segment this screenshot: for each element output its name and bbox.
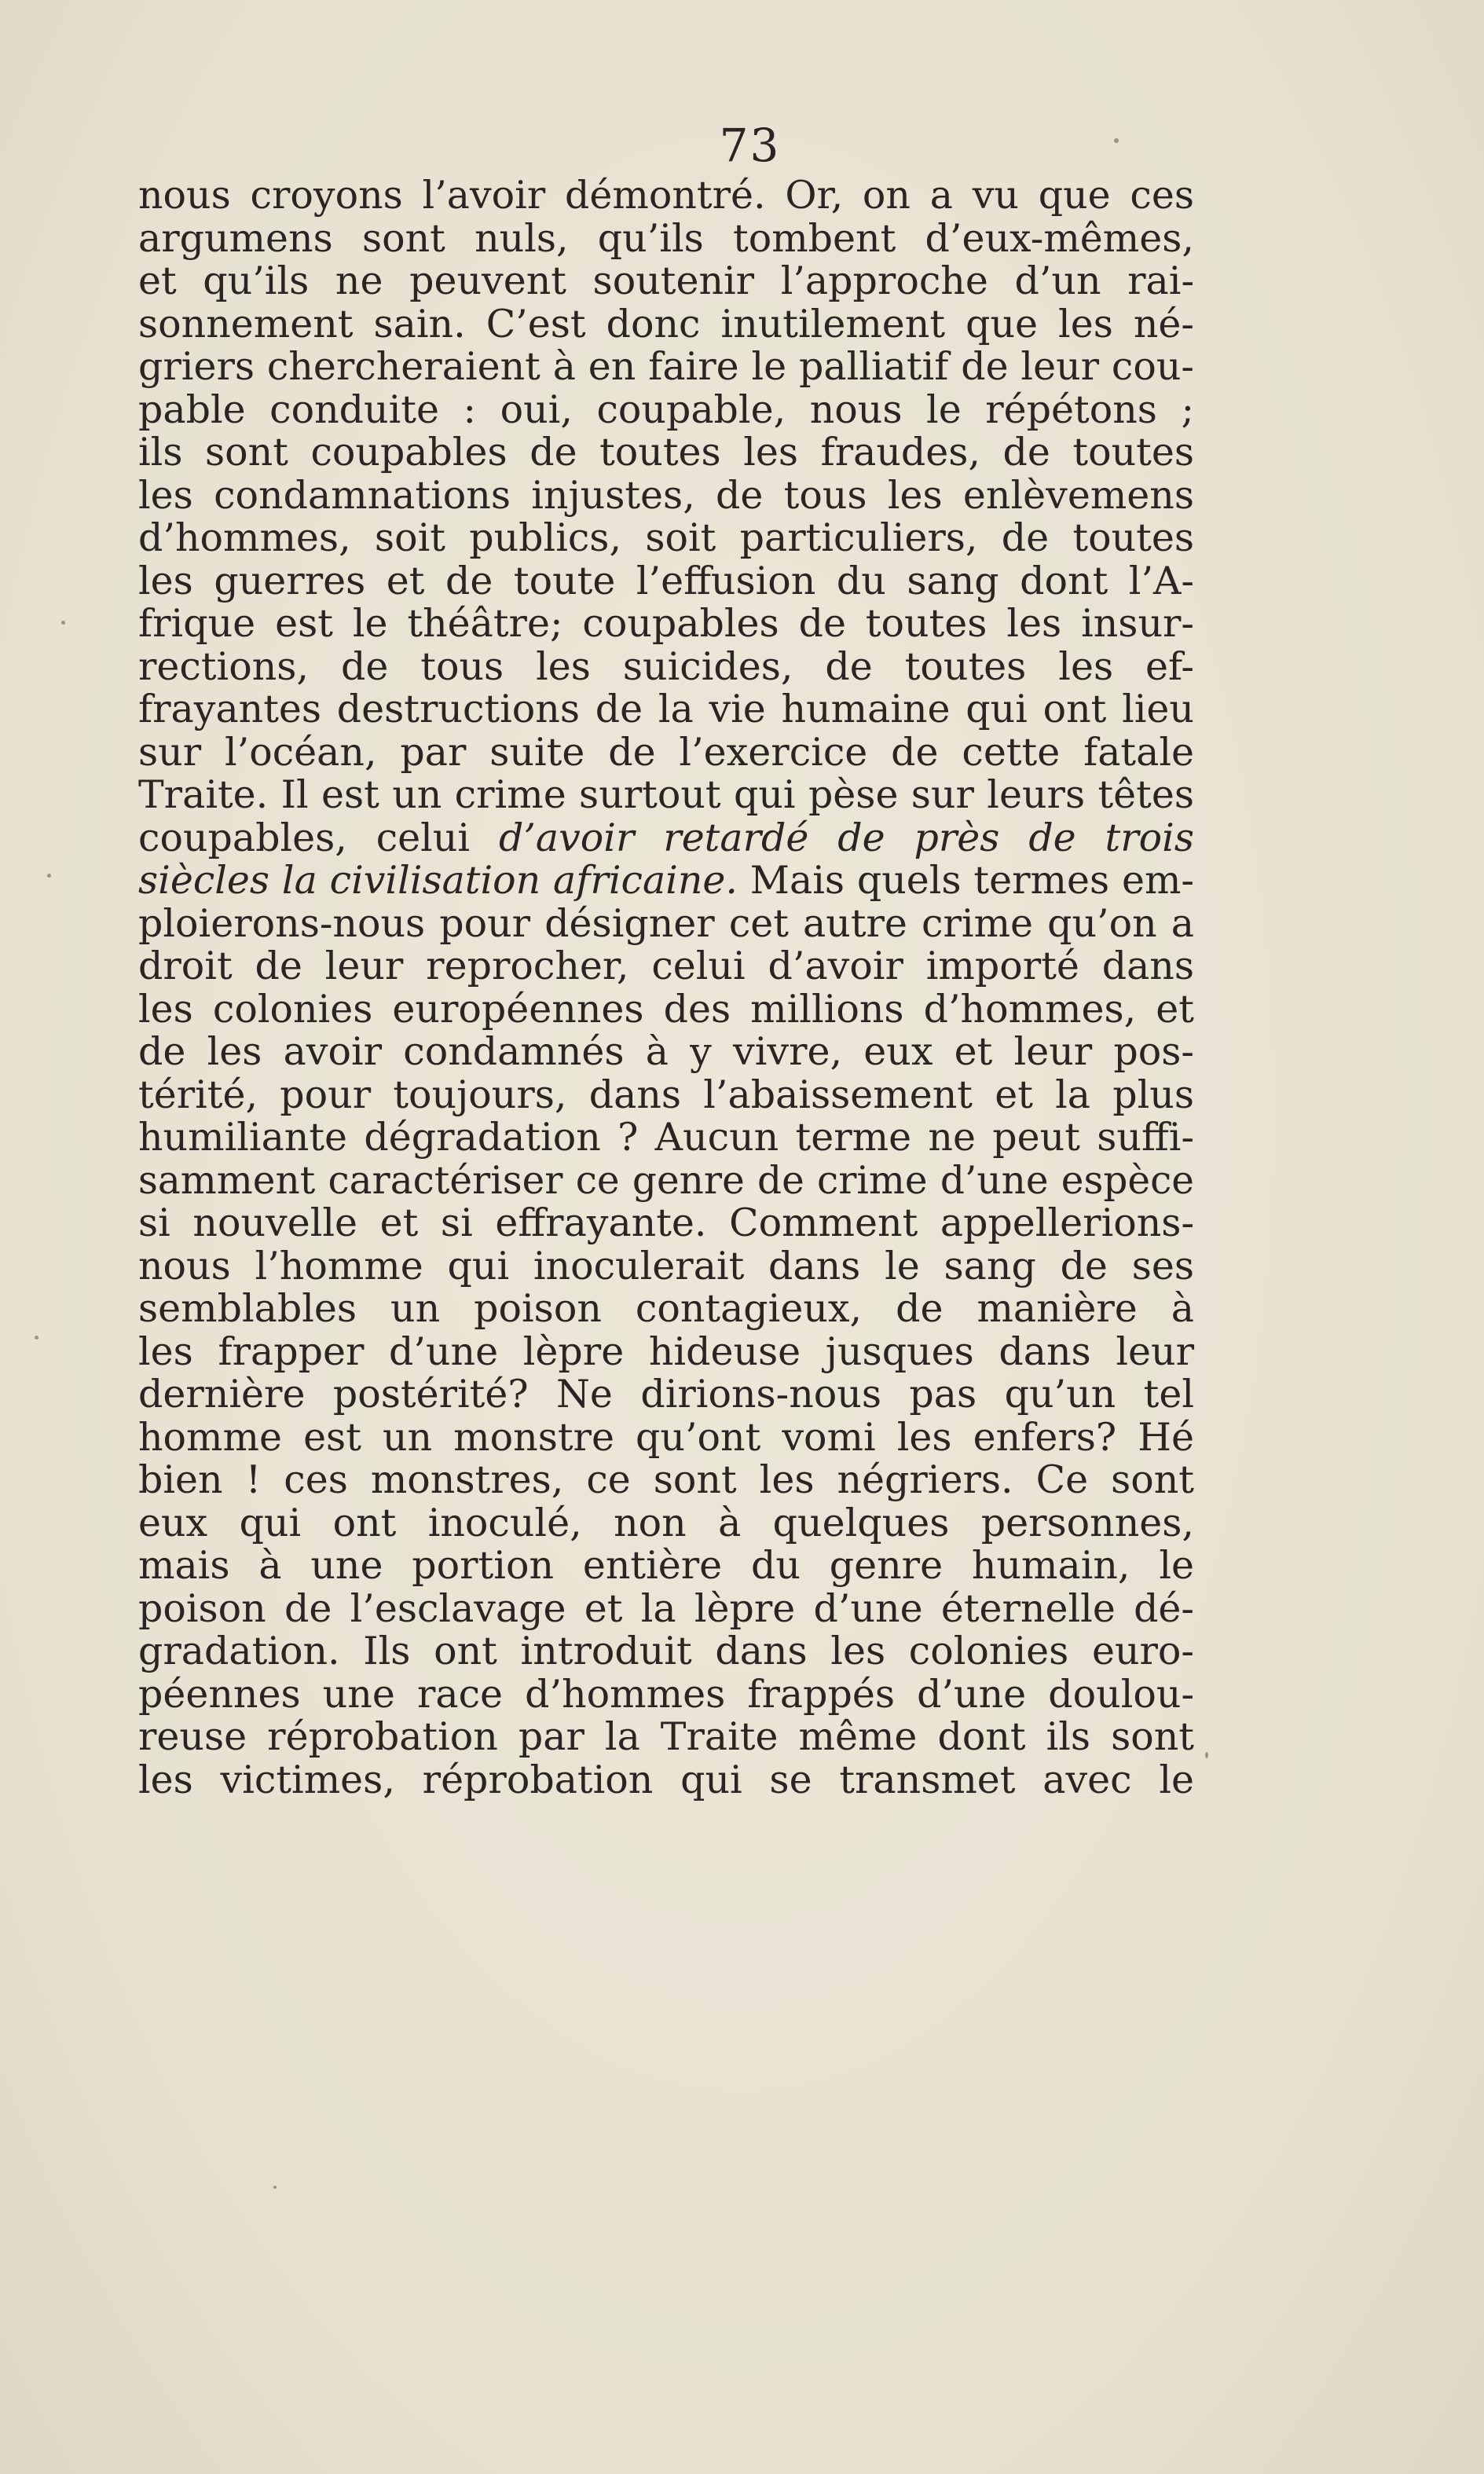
text-line [138, 643, 1194, 689]
text-run: poison de l’esclavage et la lèpre d’une éternelle dé- [138, 1585, 1194, 1631]
text-run: sur l’océan, par suite de l’exercice de cette fatale [138, 729, 1194, 775]
text-run: les victimes, réprobation qui se transmet avec le [138, 1757, 1194, 1802]
text-run: nous l’homme qui inoculerait dans le sang de ses [138, 1243, 1194, 1288]
text-line [138, 1074, 1194, 1117]
ink-speck [61, 621, 65, 625]
text-line [138, 900, 1194, 946]
text-run: humiliante dégradation ? Aucun terme ne peut suffi- [138, 1115, 1194, 1160]
text-line [138, 603, 1194, 646]
text-run: reuse réprobation par la Traite même dont ils sont [138, 1714, 1194, 1759]
text-run: de les avoir condamnés à y vivre, eux et leur pos- [138, 1029, 1194, 1074]
text-run: péennes une race d’hommes frappés d’une doulou- [138, 1671, 1194, 1717]
text-run: droit de leur reprocher, celui d’avoir importé dans [138, 944, 1194, 988]
text-line [138, 174, 1194, 218]
text-run: nous croyons l’avoir démontré. Or, on a vu que ces [138, 173, 1194, 218]
text-line [138, 215, 1194, 261]
text-line [138, 303, 1194, 346]
text-run: dernière postérité? Ne dirions-nous pas qu’un tel [138, 1372, 1194, 1417]
text-line [138, 1245, 1194, 1288]
text-line [138, 1673, 1194, 1717]
text-line [138, 560, 1194, 603]
text-line [138, 1716, 1194, 1759]
text-run: coupables, celui [138, 815, 499, 860]
text-run: mais à une portion entière du genre humain, le [138, 1543, 1194, 1588]
text-line [138, 774, 1194, 817]
text-run: bien ! ces monstres, ce sont les négriers. Ce sont [138, 1457, 1194, 1502]
text-run: semblables un poison contagieux, de manière à [138, 1286, 1194, 1331]
page-number: 73 [719, 119, 781, 172]
text-run: samment caractériser ce genre de crime d’une espèce [138, 1158, 1194, 1203]
text-line [138, 1459, 1194, 1502]
text-line [138, 517, 1194, 560]
text-run: Mais quels termes em- [737, 858, 1194, 903]
text-line [138, 688, 1194, 731]
text-run: griers chercheraient à en faire le palliatif de leur cou- [138, 344, 1194, 389]
italic-text-run: siècles la civilisation africaine. [138, 858, 738, 903]
text-line [138, 1331, 1194, 1374]
text-line [138, 1160, 1194, 1203]
text-run: Traite. Il est un crime surtout qui pèse sur leurs têtes [138, 772, 1194, 817]
text-line [138, 859, 1194, 903]
text-line [138, 1414, 1194, 1460]
text-line [138, 1630, 1194, 1673]
text-run: ils sont coupables de toutes les fraudes, de toutes [138, 430, 1194, 475]
text-run: eux qui ont inoculé, non à quelques personnes, [138, 1500, 1194, 1545]
text-run: frique est le théâtre; coupables de toutes les insur- [138, 601, 1194, 646]
text-run: térité, pour toujours, dans l’abaissement et la plus [138, 1072, 1194, 1117]
text-line [138, 988, 1194, 1032]
text-line [138, 1373, 1194, 1417]
ink-speck [47, 874, 51, 878]
text-line [138, 1202, 1194, 1245]
text-line [138, 260, 1194, 303]
text-run: ploierons-nous pour désigner cet autre crime qu’on a [138, 900, 1194, 946]
text-line [138, 472, 1194, 518]
text-line [138, 1585, 1194, 1631]
ink-speck [1114, 138, 1119, 143]
text-run: les condamnations injustes, de tous les enlèvemens [138, 472, 1194, 518]
text-line [138, 431, 1194, 475]
text-line [138, 1031, 1194, 1074]
text-line [138, 1288, 1194, 1331]
text-run: d’hommes, soit publics, soit particuliers, de toutes [138, 515, 1194, 560]
text-line [138, 1116, 1194, 1160]
text-run: les colonies européennes des millions d’hommes, et [138, 986, 1194, 1032]
text-line [138, 731, 1194, 775]
text-run: pable conduite : oui, coupable, nous le répétons ; [138, 387, 1194, 432]
text-run: les guerres et de toute l’effusion du sang dont l’A- [138, 558, 1194, 603]
text-run: homme est un monstre qu’ont vomi les enfers? Hé [138, 1414, 1194, 1460]
text-line [138, 817, 1194, 860]
text-run: rections, de tous les suicides, de toutes les ef- [138, 643, 1194, 689]
text-run: si nouvelle et si effrayante. Comment appellerions- [138, 1200, 1194, 1245]
text-line [138, 945, 1194, 988]
text-run: gradation. Ils ont introduit dans les colonies euro- [138, 1629, 1194, 1673]
ink-speck [35, 1336, 38, 1340]
text-run: les frapper d’une lèpre hideuse jusques dans leur [138, 1329, 1194, 1374]
text-line [138, 1502, 1194, 1545]
body-text [138, 174, 1194, 1801]
text-run: sonnement sain. C’est donc inutilement que les né- [138, 301, 1194, 346]
text-line [138, 1759, 1194, 1802]
text-run: et qu’ils ne peuvent soutenir l’approche d’un rai- [138, 258, 1194, 303]
ink-speck [273, 2186, 277, 2189]
text-line [138, 346, 1194, 389]
ink-speck [1205, 1752, 1208, 1758]
text-run: frayantes destructions de la vie humaine qui ont lieu [138, 687, 1194, 731]
italic-text-run: d’avoir retardé de près de trois [498, 815, 1194, 860]
text-run: argumens sont nuls, qu’ils tombent d’eux-mêmes, [138, 215, 1194, 261]
text-line [138, 389, 1194, 432]
text-line [138, 1545, 1194, 1588]
